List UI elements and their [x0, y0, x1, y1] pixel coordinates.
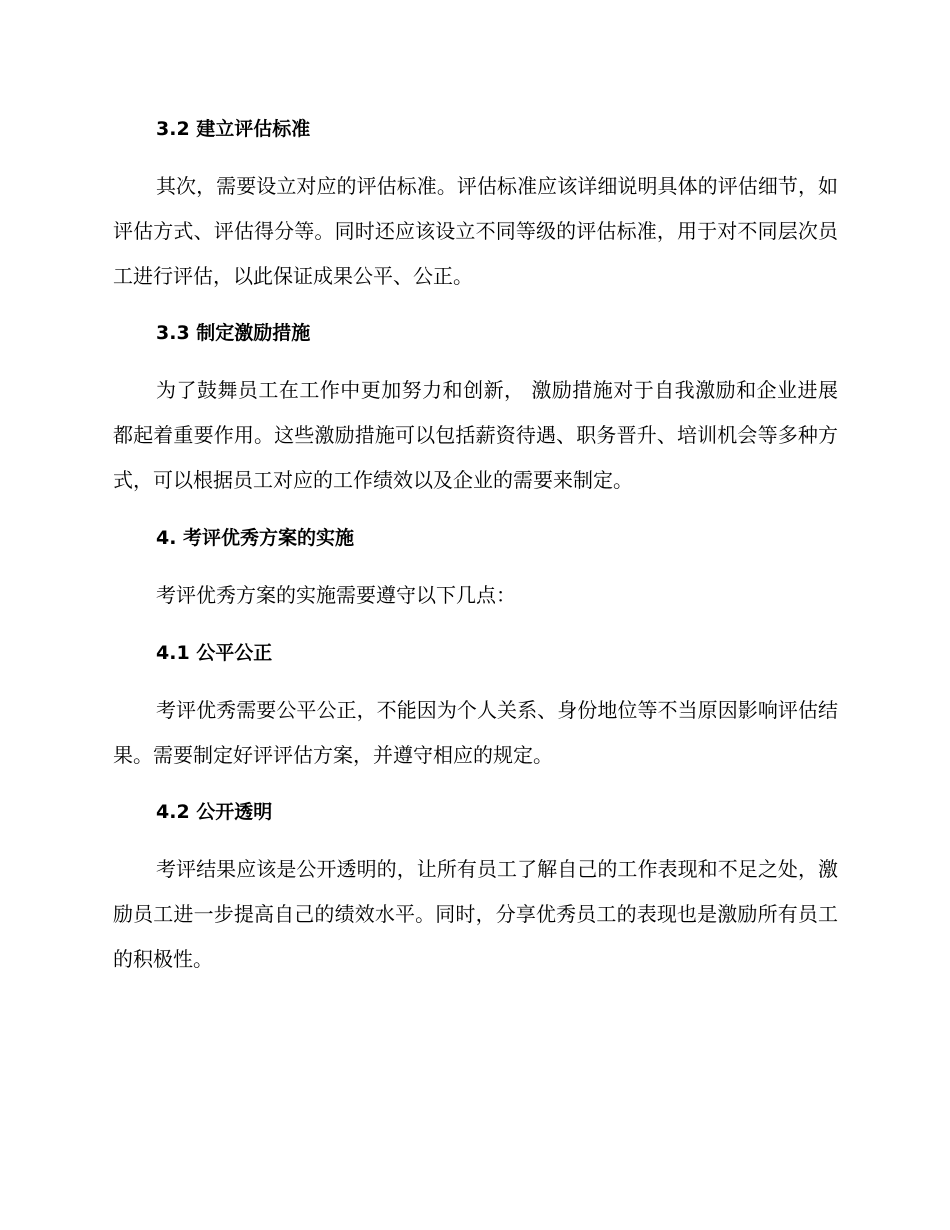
section-heading-4-2: 4.2 公开透明 — [156, 801, 273, 823]
section-heading-4: 4. 考评优秀方案的实施 — [156, 527, 355, 549]
section-heading-3-2: 3.2 建立评估标准 — [156, 118, 311, 140]
section-body-4-1: 考评优秀需要公平公正，不能因为个人关系、身份地位等不当原因影响评估结果。需要制定好评评估方案，并遵守相应的规定。 — [113, 698, 838, 767]
section-body-3-3: 为了鼓舞员工在工作中更加努力和创新， 激励措施对于自我激励和企业进展都起着重要作用。这些激励措施可以包括薪资待遇、职务晋升、培训机会等多种方式，可以根据员工对应的工作绩效以及企业的需要来制定。 — [113, 378, 838, 492]
section-body-4: 考评优秀方案的实施需要遵守以下几点： — [156, 583, 516, 607]
section-heading-3-3: 3.3 制定激励措施 — [156, 322, 311, 344]
section-heading-4-1: 4.1 公平公正 — [156, 642, 273, 664]
section-body-3-2: 其次，需要设立对应的评估标准。评估标准应该详细说明具体的评估细节，如评估方式、评估得分等。同时还应该设立不同等级的评估标准，用于对不同层次员工进行评估，以此保证成果公平、公正。 — [113, 174, 838, 288]
section-body-4-2: 考评结果应该是公开透明的，让所有员工了解自己的工作表现和不足之处，激励员工进一步提高自己的绩效水平。同时，分享优秀员工的表现也是激励所有员工的积极性。 — [113, 857, 838, 971]
